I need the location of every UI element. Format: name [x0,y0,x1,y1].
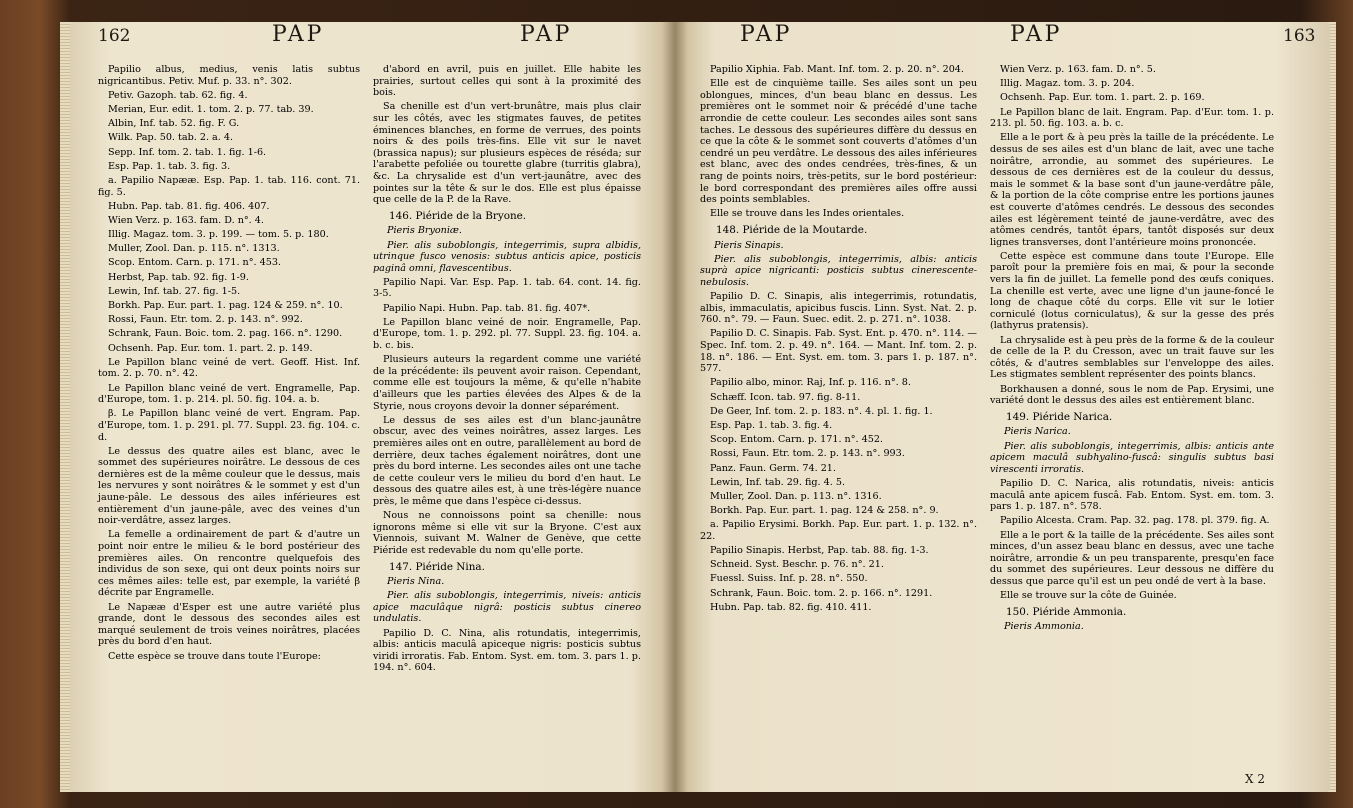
text-paragraph: Rossi, Faun. Etr. tom. 2. p. 143. n°. 992. [108,314,303,326]
text-paragraph: Pieris Bryoniæ. [387,225,462,237]
text-paragraph: Wien Verz. p. 163. fam. D. n°. 4. [108,214,264,226]
text-paragraph: Lewin, Inf. tab. 29. fig. 4. 5. [710,476,846,488]
left-column-2 [373,64,641,677]
text-paragraph: Pieris Sinapis. [714,239,784,251]
text-paragraph: Ochsenh. Pap. Eur. tom. 1. part. 2. p. 169. [1000,92,1205,104]
text-paragraph: Cette espèce est commune dans toute l'Europe. Elle paroît pour la première fois en mai, & pour la seconde vers la fin de juillet. La femelle pond des œufs coniques. La chenille est verte, avec une ligne d'un jaune-foncé le long de chaque côté du corps. Elle vit sur le lotier corniculé (lotus corniculatus), & sur la gesse des prés (lathyrus pratensis). [990,250,1274,332]
text-paragraph: Albin, Inf. tab. 52. fig. F. G. [108,118,240,130]
text-paragraph: Pier. alis suboblongis, integerrimis, niveis: anticis apice maculâque nigrâ: posticis subtus cinereo undulatis. [373,590,641,625]
text-paragraph: Schneid. Syst. Beschr. p. 76. n°. 21. [710,559,884,571]
text-paragraph: Pieris Nina. [387,576,445,588]
text-paragraph: Pieris Ammonia. [1004,621,1084,633]
text-paragraph: Papilio Napi. Var. Esp. Pap. 1. tab. 64. cont. 14. fig. 3-5. [373,276,641,300]
text-paragraph: 150. Piéride Ammonia. [1006,605,1127,618]
text-paragraph: 147. Piéride Nina. [389,560,485,573]
text-paragraph: Borkh. Pap. Eur. part. 1. pag. 124 & 258. n°. 9. [710,505,939,517]
text-paragraph: Elle a le port & à peu près la taille de la précédente. Le dessus de ses ailes est d'un blanc de lait, avec une tache noirâtre, arrondie, au sommet des supérieures. Le dessous de ces dernières est de la couleur du dessus, mais le sommet & la base sont d'un jaune-verdâtre pâle, & la portion de la côte comprise entre les portions jaunes est couverte d'atômes cendrés. Le dessous des secondes ailes est légèrement teinté de jaune-verdâtre, avec des atômes cendrés, tantôt épars, tantôt disposés sur deux lignes transverses, dont l'antérieure moins prononcée. [990,132,1274,248]
text-paragraph: La femelle a ordinairement de part & d'autre un point noir entre le milieu & le bord postérieur des premières ailes. On rencontre quelquefois des individus de son sexe, qui ont deux points noirs sur ces mêmes ailes: telle est, par exemple, la variété β décrite par Engramelle. [98,529,360,599]
right-page-number: 163 [1283,26,1316,46]
text-paragraph: Cette espèce se trouve dans toute l'Europe: [108,650,321,662]
text-paragraph: Petiv. Gazoph. tab. 62. fig. 4. [108,89,248,101]
text-paragraph: Rossi, Faun. Etr. tom. 2. p. 143. n°. 993. [710,448,905,460]
text-paragraph: Papilio D. C. Narica, alis rotundatis, niveis: anticis maculâ ante apicem fuscâ. Fab. Entom. Syst. em. tom. 3. pars 1. p. 187. n°. 578. [990,477,1274,513]
text-paragraph: Pier. alis suboblongis, integerrimis, supra albidis, utrinque fusco venosis: subtus anticis apice, posticis paginâ omni, flavescentibus. [373,239,641,274]
text-paragraph: 149. Piéride Narica. [1006,410,1113,423]
text-paragraph: Herbst, Pap. tab. 92. fig. 1-9. [108,271,249,283]
text-paragraph: Wilk. Pap. 50. tab. 2. a. 4. [108,132,234,144]
text-paragraph: Papilio Napi. Hubn. Pap. tab. 81. fig. 407*. [383,302,591,314]
text-paragraph: Elle se trouve dans les Indes orientales. [710,208,905,220]
text-paragraph: Schrank, Faun. Boic. tom. 2. pag. 166. n°. 1290. [108,328,343,340]
text-paragraph: Lewin, Inf. tab. 27. fig. 1-5. [108,285,241,297]
left-column-1 [98,64,360,665]
text-paragraph: Papilio Sinapis. Herbst, Pap. tab. 88. fig. 1-3. [710,545,929,557]
text-paragraph: Elle se trouve sur la côte de Guinée. [1000,590,1177,602]
text-paragraph: Scop. Entom. Carn. p. 171. n°. 452. [710,434,883,446]
text-paragraph: Sepp. Inf. tom. 2. tab. 1. fig. 1-6. [108,146,267,158]
text-paragraph: Papilio D. C. Sinapis. Fab. Syst. Ent. p. 470. n°. 114. — Spec. Inf. tom. 2. p. 49. n°. 164. — Mant. Inf. tom. 2. p. 18. n°. 186. — Ent. Syst. em. tom. 3. pars 1. p. 187. n°. 577. [700,328,977,375]
text-paragraph: Hubn. Pap. tab. 81. fig. 406. 407. [108,200,270,212]
text-paragraph: Panz. Faun. Germ. 74. 21. [710,462,836,474]
right-column-1 [700,64,977,616]
text-paragraph: Papilio D. C. Sinapis, alis integerrimis, rotundatis, albis, immaculatis, apicibus fuscis. Linn. Syst. Nat. 2. p. 760. n°. 79. — Faun. Suec. edit. 2. p. 271. n°. 1038. [700,291,977,326]
text-paragraph: Pier. alis suboblongis, integerrimis, albis: anticis ante apicem maculâ subhyalino-fuscâ: singulis subtus basi virescenti irroratis. [990,440,1274,475]
right-running-head-b: PAP [1010,22,1063,47]
text-paragraph: Muller, Zool. Dan. p. 113. n°. 1316. [710,490,882,502]
book-gutter [662,22,688,792]
text-paragraph: Hubn. Pap. tab. 82. fig. 410. 411. [710,601,872,613]
text-paragraph: Papilio Alcesta. Cram. Pap. 32. pag. 178. pl. 379. fig. A. [1000,515,1270,527]
text-paragraph: Wien Verz. p. 163. fam. D. n°. 5. [1000,64,1156,75]
text-paragraph: Le Papillon blanc de lait. Engram. Pap. d'Eur. tom. 1. p. 213. pl. 50. fig. 103. a. b. c. [990,106,1274,130]
text-paragraph: Muller, Zool. Dan. p. 115. n°. 1313. [108,243,280,255]
text-paragraph: Le dessus des quatre ailes est blanc, avec le sommet des supérieures noirâtre. Le dessous de ces dernières est de la même couleur que le dessus, mais les nervures y sont noirâtres & le sommet y est d'un jaune-pâle. Le dessous des ailes inférieures est entièrement d'un jaune-pâle, avec des veines d'un noir-verdâtre, assez larges. [98,445,360,527]
text-paragraph: Plusieurs auteurs la regardent comme une variété de la précédente: ils peuvent avoir raison. Cependant, comme elle est toujours la même, & qu'elle n'habite d'ailleurs que les parties élevées des Alpes & de la Styrie, nous croyons devoir la donner séparément. [373,354,641,412]
left-running-head-a: PAP [272,22,325,47]
text-paragraph: Le Papillon blanc veiné de vert. Geoff. Hist. Inf. tom. 2. p. 70. n°. 42. [98,356,360,380]
right-column-2 [990,64,1274,635]
text-paragraph: Schæff. Icon. tab. 97. fig. 8-11. [710,391,861,403]
left-running-head-b: PAP [520,22,573,47]
text-paragraph: Pieris Narica. [1004,426,1071,438]
text-paragraph: Illig. Magaz. tom. 3. p. 199. — tom. 5. p. 180. [108,229,329,241]
text-paragraph: a. Papilio Erysimi. Borkh. Pap. Eur. part. 1. p. 132. n°. 22. [700,519,977,542]
text-paragraph: Le Napææ d'Esper est une autre variété plus grande, dont le dessous des secondes ailes est marqué seulement de trois veines noirâtres, placées près du bord d'en haut. [98,601,360,648]
text-paragraph: Illig. Magaz. tom. 3. p. 204. [1000,78,1135,90]
signature-mark: X 2 [1245,772,1265,786]
text-paragraph: Esp. Pap. 1. tab. 3. fig. 3. [108,160,231,172]
text-paragraph: d'abord en avril, puis en juillet. Elle habite les prairies, surtout celles qui sont à la proximité des bois. [373,64,641,99]
text-paragraph: Papilio D. C. Nina, alis rotundatis, integerrimis, albis: anticis maculâ apiceque nigris: posticis subtus viridi irroratis. Fab. Entom. Syst. em. tom. 3. pars 1. p. 194. n°. 604. [373,627,641,674]
text-paragraph: Papilio albo, minor. Raj, Inf. p. 116. n°. 8. [710,377,911,389]
right-running-head-a: PAP [740,22,793,47]
text-paragraph: 148. Piéride de la Moutarde. [716,223,868,236]
text-paragraph: β. Le Papillon blanc veiné de vert. Engram. Pap. d'Europe, tom. 1. p. 291. pl. 77. Suppl. 23. fig. 104. c. d. [98,408,360,443]
text-paragraph: De Geer, Inf. tom. 2. p. 183. n°. 4. pl. 1. fig. 1. [710,405,933,417]
text-paragraph: Le dessus de ses ailes est d'un blanc-jaunâtre obscur, avec des veines noirâtres, assez larges. Les premières ailes ont en outre, parallèlement au bord de derrière, deux taches également noirâtres, dont une près du bord interne. Les secondes ailes ont une tache de cette couleur vers le milieu du bord d'en haut. Le dessous des quatre ailes est, à une très-légère nuance près, le même que dans l'espèce ci-dessus. [373,414,641,507]
text-paragraph: Schrank, Faun. Boic. tom. 2. p. 166. n°. 1291. [710,587,933,599]
text-paragraph: Scop. Entom. Carn. p. 171. n°. 453. [108,257,281,269]
text-paragraph: a. Papilio Napææ. Esp. Pap. 1. tab. 116. cont. 71. fig. 5. [98,174,360,198]
text-paragraph: Elle est de cinquième taille. Ses ailes sont un peu oblongues, minces, d'un beau blanc en dessus. Les premières ont le sommet noir & précédé d'une tache arrondie de cette couleur. Les secondes ailes sont sans taches. Le dessous des supérieures diffère du dessus en ce que la côte & le sommet sont couverts d'atômes d'un cendré un peu verdâtre. Le dessous des ailes inférieures est blanc, avec des ondes cendrées, très-fines, & un rang de points noirs, très-petits, sur le bord postérieur: le bord correspondant des premières ailes offre aussi des points semblables. [700,78,977,206]
text-paragraph: Pier. alis suboblongis, integerrimis, albis: anticis suprà apice nigricanti: posticis subtus cinerescente-nebulosis. [700,253,977,288]
text-paragraph: La chrysalide est à peu près de la forme & de la couleur de celle de la P. du Cresson, avec un trait fauve sur les côtés, & d'autres semblables sur l'enveloppe des ailes. Les stigmates semblent représenter des points blancs. [990,334,1274,381]
text-paragraph: Papilio albus, medius, venis latis subtus nigricantibus. Petiv. Muf. p. 33. n°. 302. [98,64,360,87]
text-paragraph: Borkh. Pap. Eur. part. 1. pag. 124 & 259. n°. 10. [108,300,343,311]
text-paragraph: Borkhausen a donné, sous le nom de Pap. Erysimi, une variété dont le dessus des ailes est entièrement blanc. [990,383,1274,407]
text-paragraph: Fuessl. Suiss. Inf. p. 28. n°. 550. [710,573,868,585]
text-paragraph: Ochsenh. Pap. Eur. tom. 1. part. 2. p. 149. [108,342,313,354]
text-paragraph: Elle a le port & la taille de la précédente. Ses ailes sont minces, d'un assez beau blanc en dessus, avec une tache noirâtre, arrondie & un peu transparente, presqu'en face du sommet des supérieures. Leur dessous ne diffère du dessus que parce qu'il est un peu ondé de vert à la base. [990,529,1274,587]
text-paragraph: Papilio Xiphia. Fab. Mant. Inf. tom. 2. p. 20. n°. 204. [710,64,964,75]
left-page-number: 162 [98,26,131,46]
text-paragraph: Merian, Eur. edit. 1. tom. 2. p. 77. tab. 39. [108,103,314,115]
text-paragraph: Le Papillon blanc veiné de vert. Engramelle, Pap. d'Europe, tom. 1. p. 214. pl. 50. fig. 104. a. b. [98,382,360,406]
text-paragraph: Sa chenille est d'un vert-brunâtre, mais plus clair sur les côtés, avec les stigmates fauves, de petites éminences blanches, en forme de verrues, des points noirs & des poils très-fins. Elle vit sur le navet (brassica napus); sur plusieurs espèces de réséda; sur l'arabette pefoliée ou tourette glabre (turritis glabra), &c. La chrysalide est d'un vert-jaunâtre, avec des pointes sur la tête & sur le dos. Elle est plus épaisse que celle de la P. de la Rave. [373,101,641,206]
text-paragraph: Nous ne connoissons point sa chenille: nous ignorons même si elle vit sur la Bryone. C'est aux Viennois, suivant M. Walner de Genève, que cette Piéride est redevable du nom qu'elle porte. [373,510,641,556]
text-paragraph: Esp. Pap. 1. tab. 3. fig. 4. [710,419,833,431]
text-paragraph: 146. Piéride de la Bryone. [389,209,527,222]
text-paragraph: Le Papillon blanc veiné de noir. Engramelle, Pap. d'Europe, tom. 1. p. 292. pl. 77. Suppl. 23. fig. 104. a. b. c. bis. [373,316,641,352]
